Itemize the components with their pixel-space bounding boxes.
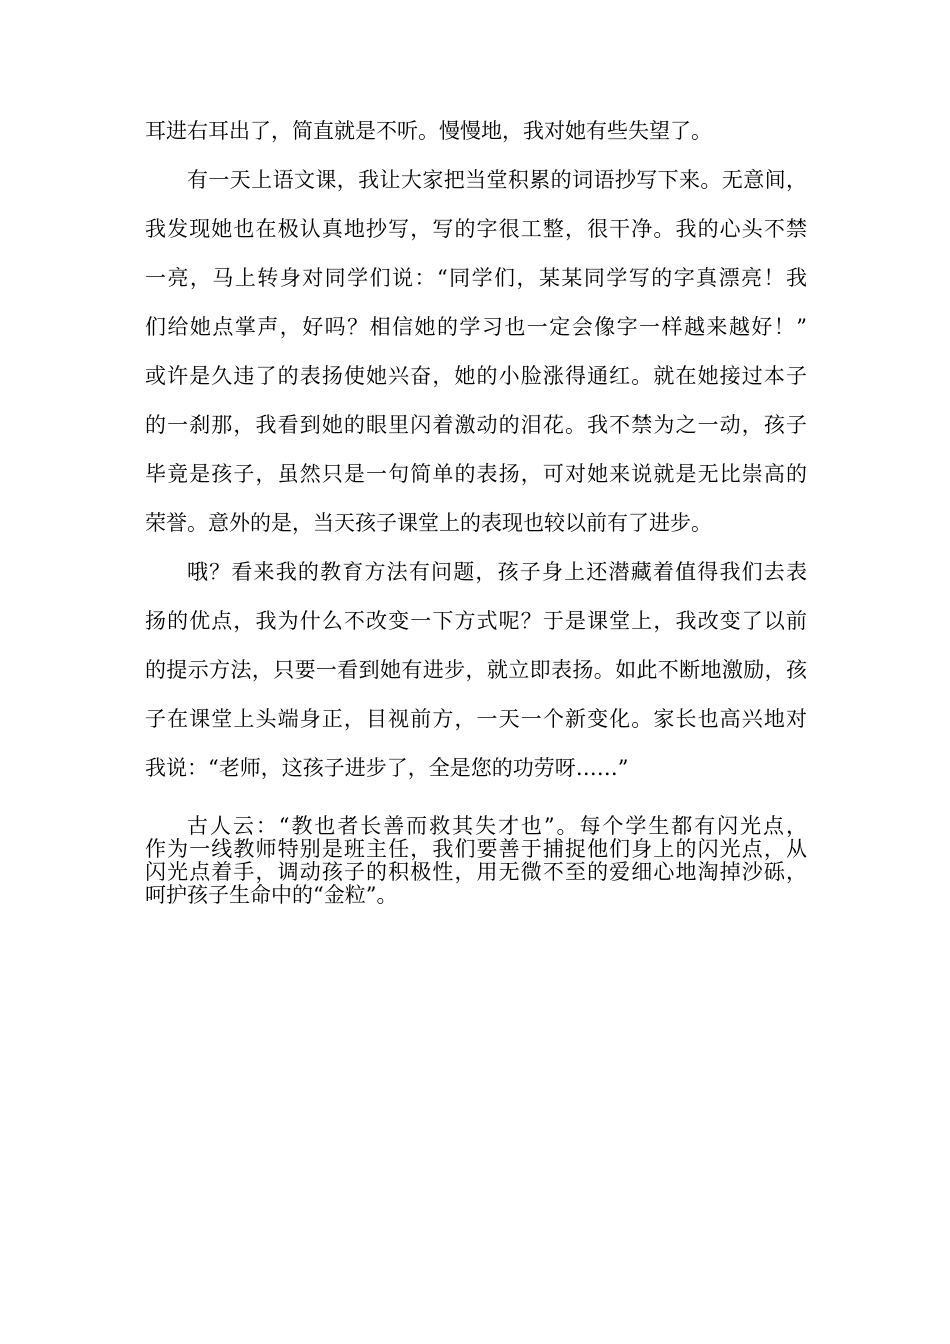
paragraph-line: 哦？看来我的教育方法有问题，孩子身上还潜藏着值得我们去表 — [187, 560, 807, 584]
paragraph-line: 毕竟是孩子，虽然只是一句简单的表扬，可对她来说就是无比崇高的 — [145, 462, 807, 486]
paragraph-line: 一亮，马上转身对同学们说：“同学们，某某同学写的字真漂亮！我 — [145, 266, 807, 290]
paragraph-line: 古人云：“教也者长善而救其失才也”。每个学生都有闪光点， — [187, 814, 807, 838]
paragraph-line: 或许是久违了的表扬使她兴奋，她的小脸涨得通红。就在她接过本子 — [145, 364, 807, 388]
paragraph-line: 我发现她也在极认真地抄写，写的字很工整，很干净。我的心头不禁 — [145, 217, 807, 241]
paragraph-line: 荣誉。意外的是，当天孩子课堂上的表现也较以前有了进步。 — [145, 511, 712, 535]
paragraph-line: 耳进右耳出了，简直就是不听。慢慢地，我对她有些失望了。 — [145, 119, 712, 143]
paragraph-line: 作为一线教师特别是班主任，我们要善于捕捉他们身上的闪光点，从 — [145, 837, 807, 861]
paragraph-line: 我说：“老师，这孩子进步了，全是您的功劳呀……” — [145, 756, 629, 780]
paragraph-line: 们给她点掌声，好吗？相信她的学习也一定会像字一样越来越好！” — [145, 315, 807, 339]
closing-paragraph — [145, 815, 807, 907]
body-text — [145, 107, 807, 793]
paragraph-line: 的提示方法，只要一看到她有进步，就立即表扬。如此不断地激励，孩 — [145, 658, 807, 682]
paragraph-line: 的一刹那，我看到她的眼里闪着激动的泪花。我不禁为之一动，孩子 — [145, 413, 807, 437]
paragraph-line: 有一天上语文课，我让大家把当堂积累的词语抄写下来。无意间， — [187, 168, 807, 192]
paragraph-line: 子在课堂上头端身正，目视前方，一天一个新变化。家长也高兴地对 — [145, 707, 807, 731]
paragraph-line: 呵护孩子生命中的“金粒”。 — [145, 883, 398, 907]
paragraph-line: 闪光点着手，调动孩子的积极性，用无微不至的爱细心地淘掉沙砾， — [145, 860, 807, 884]
paragraph-line: 扬的优点，我为什么不改变一下方式呢？于是课堂上，我改变了以前 — [145, 609, 807, 633]
